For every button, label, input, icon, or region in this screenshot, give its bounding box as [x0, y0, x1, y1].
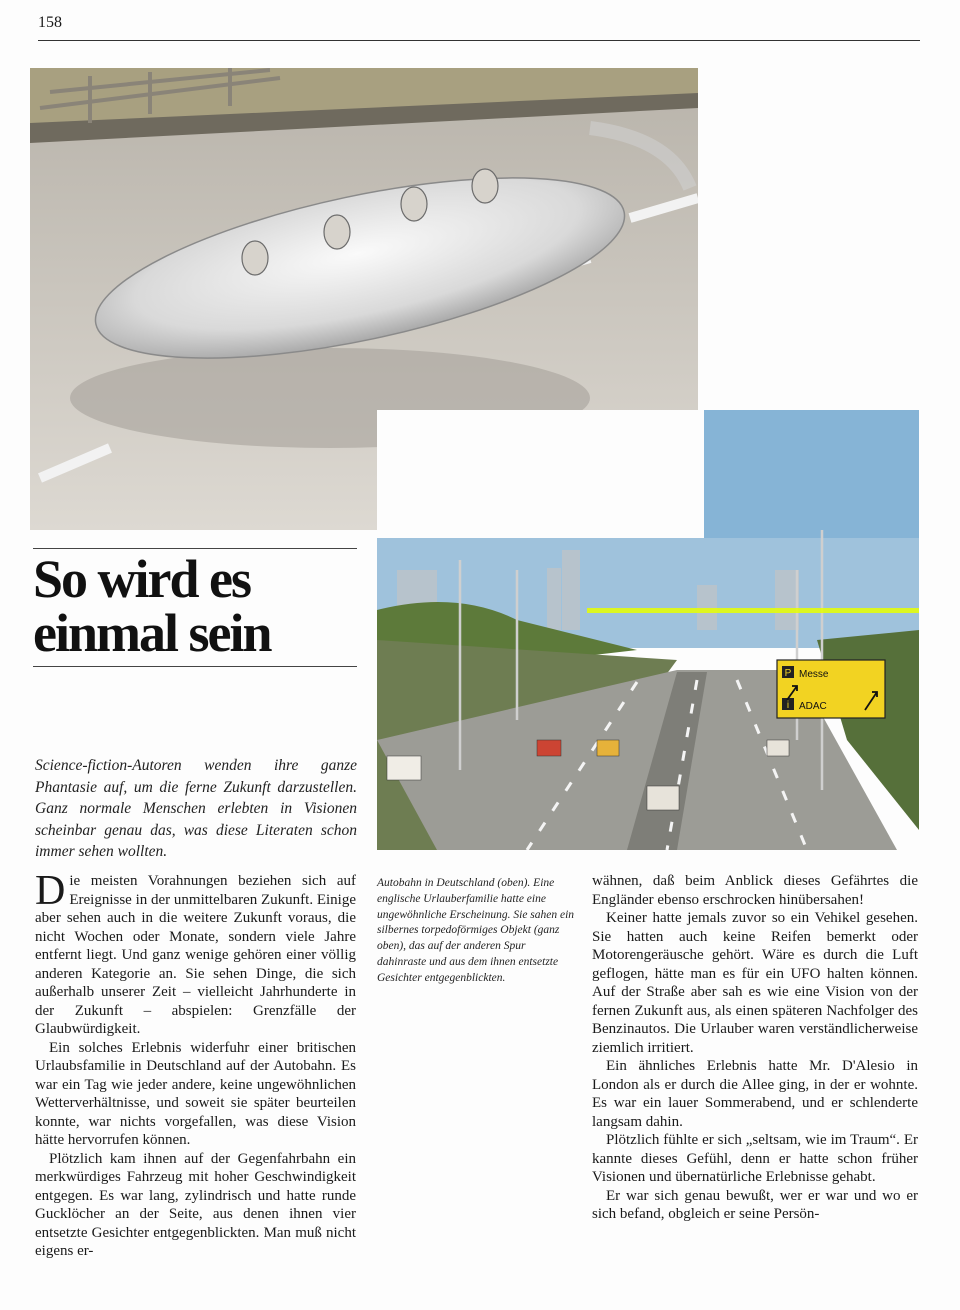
exit-sign	[777, 660, 885, 718]
header-rule	[38, 40, 920, 41]
paragraph: Er war sich genau bewußt, wer er war und wo er sich befand, obgleich er seine Persön-	[592, 1187, 918, 1222]
paragraph: Keiner hatte jemals zuvor so ein Vehikel gesehen. Sie hatten auch keine Reifen bemerkt oder Motorengeräusche gehört. Wäre es durch die Luft geflogen, hätte man es für ein UFO halten können. Auf der Straße aber sah es wie eine Vision von der fernen Zukunft aus, als einen späteren Nachfolger des Benzinautos. Die Urlauber waren verständlicherweise ziemlich irritiert.	[592, 910, 918, 1056]
page-number: 158	[38, 14, 62, 31]
sign-text-adac: ADAC	[799, 701, 827, 712]
title-line-2: einmal sein	[33, 603, 271, 663]
photo-caption: Autobahn in Deutschland (oben). Eine englische Urlauberfamilie hatte eine ungewöhnliche Erscheinung. Sie sahen ein silbernes torpedoförmiges Objekt (ganz oben), das auf der anderen Spur dahinraste und aus dem ihnen entsetzte Gesichter entgegenblickten.	[377, 877, 575, 984]
sign-i-letter: i	[786, 700, 790, 711]
title-rule-bottom	[33, 666, 357, 667]
drop-cap: D	[35, 868, 66, 914]
title-line-1: So wird es	[33, 549, 251, 609]
paragraph: Plötzlich kam ihnen auf der Gegenfahrbahn ein merkwürdiges Fahrzeug mit hoher Geschwindigkeit entgegen. Es war lang, zylindrisch und hatte runde Gucklöcher an der Seite, aus denen ihnen vier entsetzte Gesichter entgegenblickten. Man muß nicht eigens er-	[35, 1150, 356, 1259]
photo-autobahn	[377, 410, 919, 850]
paragraph-text: ie meisten Vorahnungen beziehen sich auf Ereignisse in der unmittelbaren Zukunft. Einige aber sehen auch in die weitere Zukunft voraus, die nicht Wochen oder Monate, sondern viele Jahre entfernt liegt. Und ganz wenige gehören einer völlig anderen Kategorie an. Sie sehen Dinge, die sich außerhalb unserer Zeit – vielleicht Jahrhunderte in der Zukunft – abspielen: Grenzfälle der Glaubwürdigkeit.	[35, 873, 356, 1037]
sign-p-letter: P	[784, 668, 792, 679]
paragraph: wähnen, daß beim Anblick dieses Gefährtes die Engländer ebenso erschrocken hinübersahen!	[592, 873, 918, 908]
sign-text-messe: Messe	[799, 669, 829, 680]
paragraph	[35, 868, 356, 1039]
lead-paragraph: Science-fiction-Autoren wenden ihre ganze Phantasie auf, um die ferne Zukunft darzustellen. Ganz normale Menschen erlebten in Visionen scheinbar genau das, was diese Literaten schon immer sehen wollten.	[35, 757, 357, 860]
paragraph: Ein ähnliches Erlebnis hatte Mr. D'Alesio in London als er durch die Allee ging, in der er wohnte. Es war ein lauer Sommerabend, und er schlenderte langsam dahin.	[592, 1058, 918, 1130]
text-column-1	[35, 868, 356, 1261]
paragraph: Plötzlich fühlte er sich „seltsam, wie im Traum“. Er kannte dieses Gefühl, denn er hatte schon früher Visionen und übernatürliche Erlebnisse gehabt.	[592, 1132, 918, 1185]
paragraph: Ein solches Erlebnis widerfuhr einer britischen Urlaubsfamilie in Deutschland auf der Autobahn. Es war ein Tag wie jeder andere, keine ungewöhnlichen Wetterverhältnisse, und soweit sie später beurteilen konnte, war nichts vorgefallen, was diese Vision hätte hervorrufen können.	[35, 1039, 356, 1148]
text-column-3	[592, 872, 918, 1224]
article-title	[33, 549, 363, 663]
